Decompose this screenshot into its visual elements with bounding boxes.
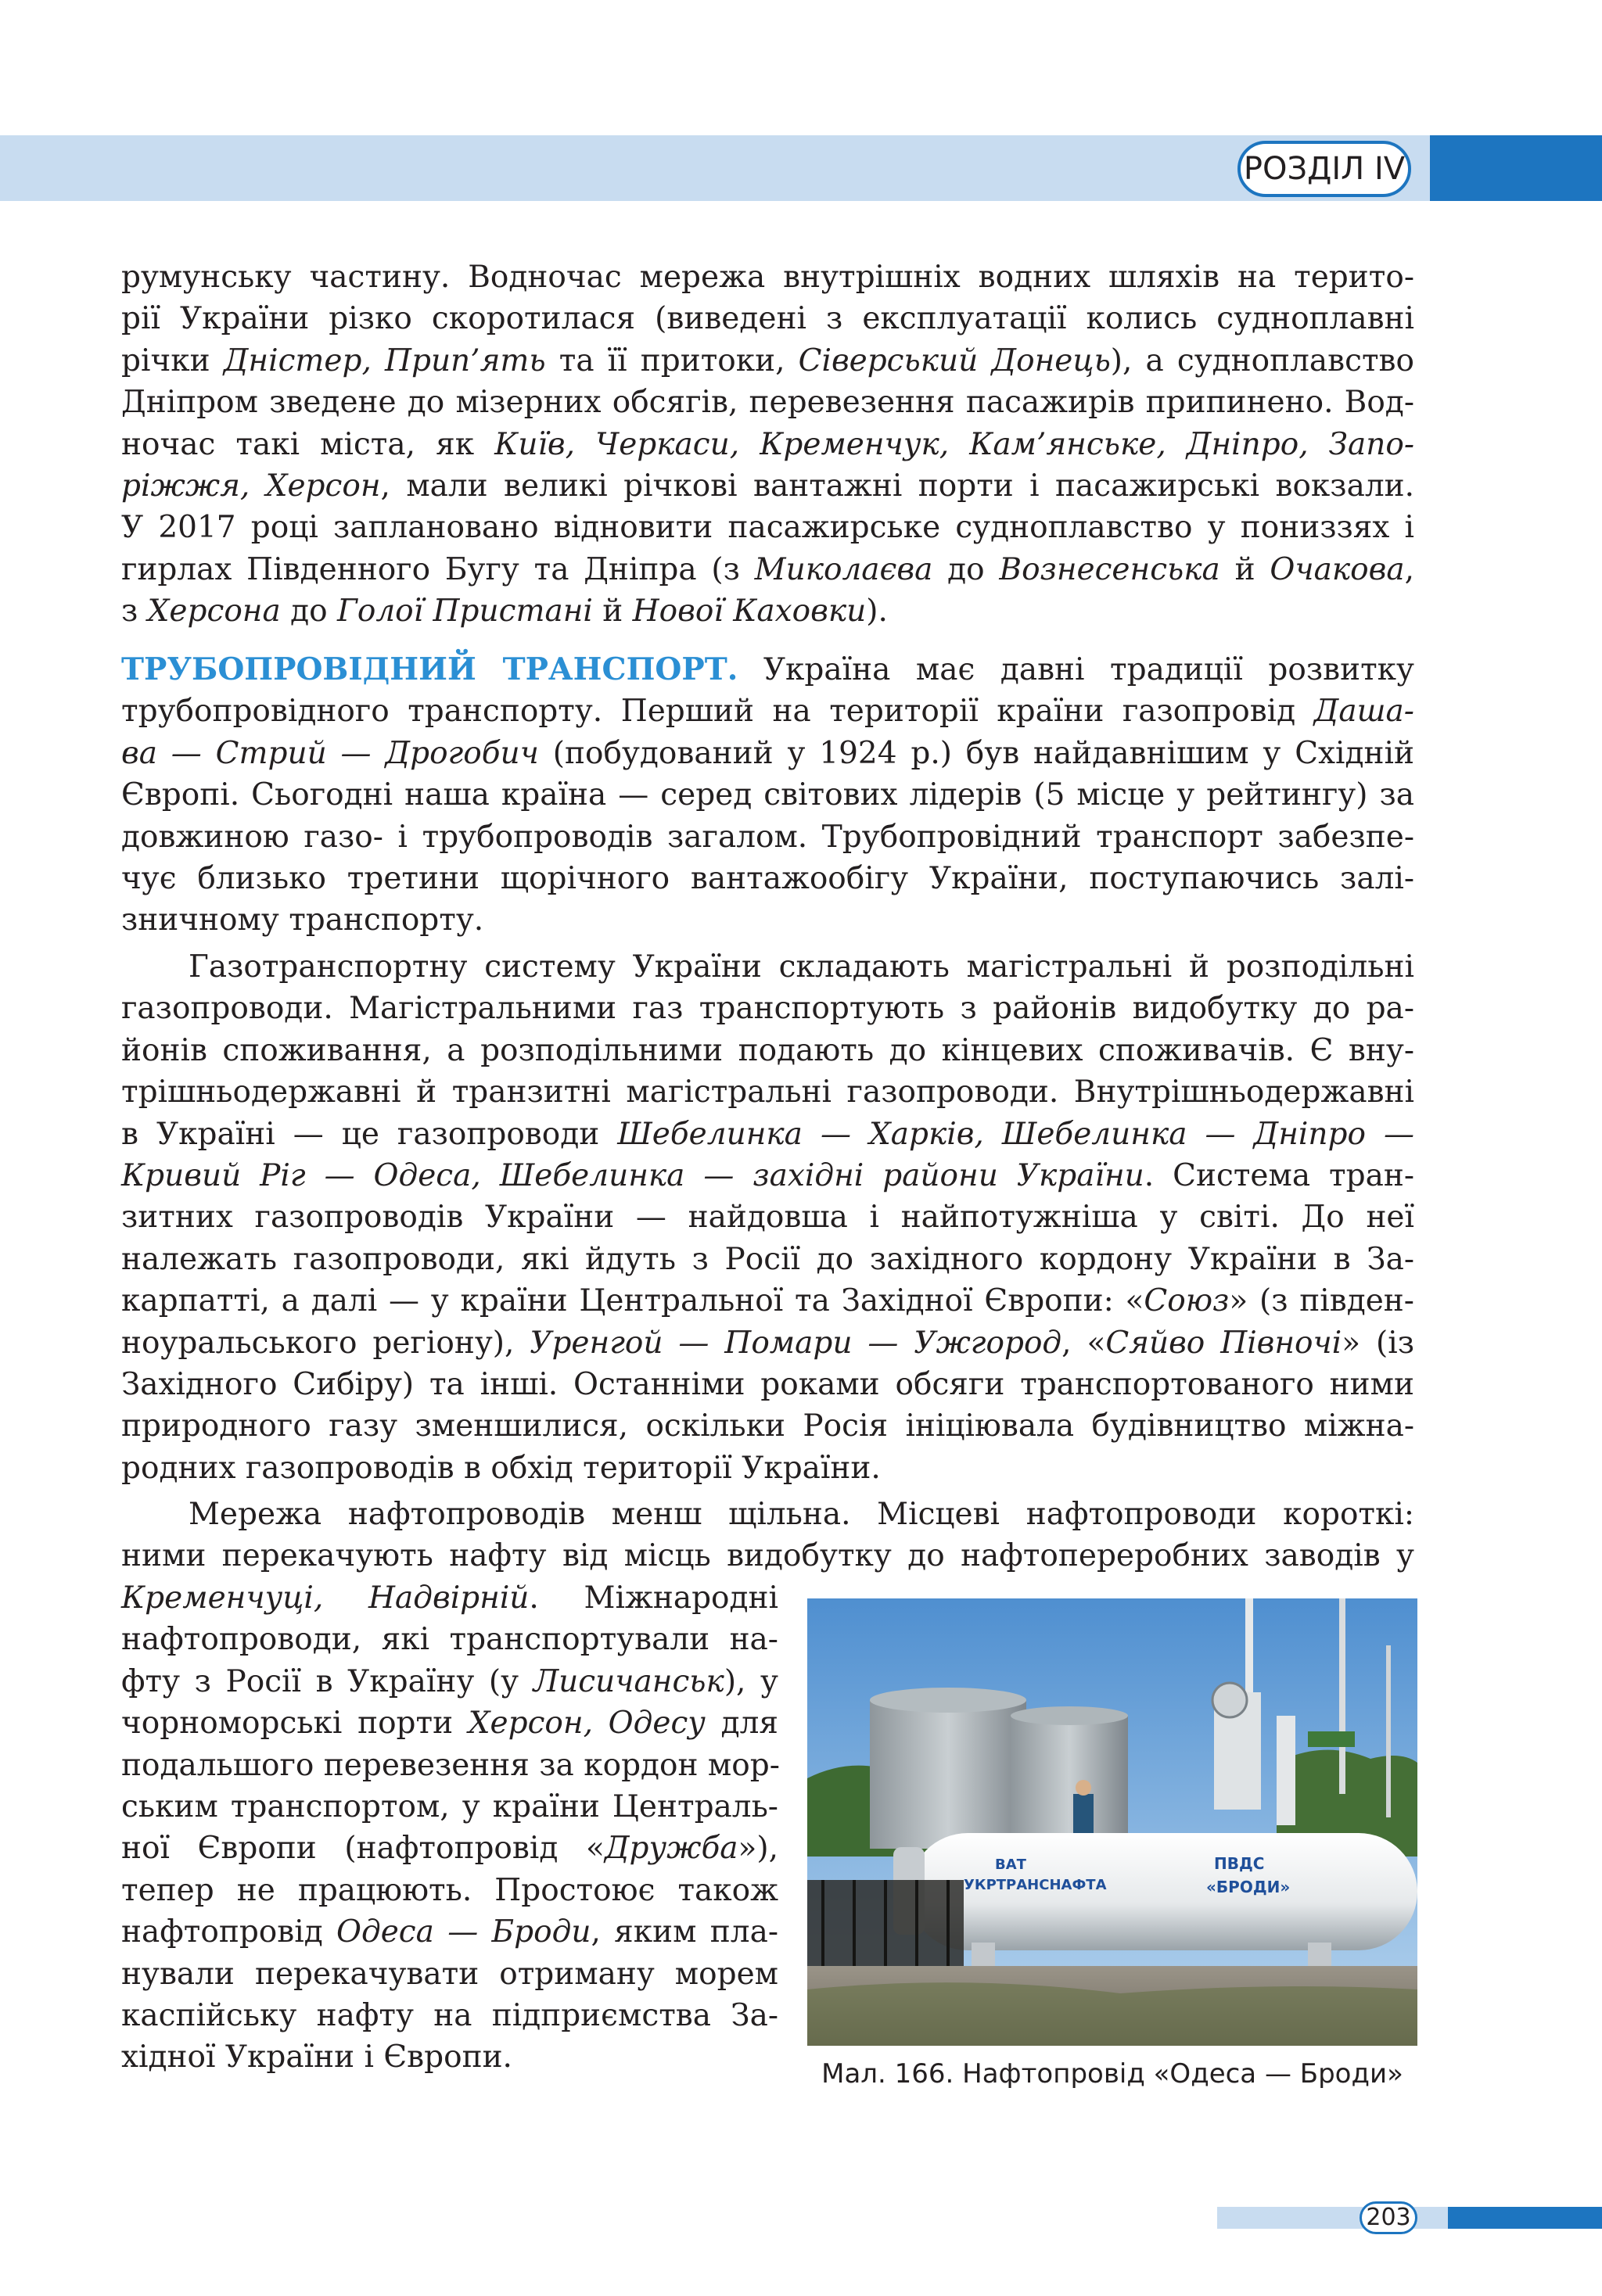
p5-line [121, 1661, 778, 1702]
p3-text-segment: Шебелинка — Харків, Шебелинка — Дніпро — [617, 1116, 1414, 1152]
p5-line [121, 1577, 778, 1619]
p4-line [121, 1535, 1414, 1577]
p5-text-segment: Херсон, Одесу [468, 1706, 706, 1742]
p5-line [121, 1619, 778, 1660]
paragraph-4-oil-pipelines [121, 1494, 1414, 1577]
p3-line [121, 946, 1414, 988]
p5-text-segment: Лисичанськ [533, 1663, 724, 1699]
p3-text-segment: належать газопроводи, які йдуть з Росії до західного кордону України в За- [121, 1241, 1414, 1277]
p1-text-segment: , [1404, 551, 1414, 587]
p2-text-segment: (побудований у 1924 р.) був найдавнішим у Східній [538, 735, 1414, 771]
p1-text-segment: рії України різко скоротилася (виведені з експлуатації колись судноплавні [121, 301, 1414, 337]
p5-text-segment: Дружба [604, 1831, 738, 1867]
p2-text-segment: ва — Стрий — Дрогобич [121, 735, 539, 771]
p3-text-segment: зитних газопроводів України — найдовша і найпотужніша у світі. До неї [121, 1200, 1414, 1236]
pipe-label-left-1: ВАТ [995, 1857, 1026, 1873]
p3-line [121, 1030, 1414, 1071]
p1-text-segment: Херсона [147, 594, 281, 630]
p5-text-segment: для [705, 1706, 778, 1742]
p3-text-segment: , « [1061, 1325, 1106, 1361]
p5-text-segment: ським транспортом, у країни Централь- [121, 1789, 778, 1825]
p2-text-segment: зничному транспорту. [121, 902, 484, 938]
p5-text-segment: подальшого перевезення за кордон мор- [121, 1747, 780, 1783]
p3-text-segment: » (з півден- [1229, 1283, 1414, 1319]
p4-text-segment: Мережа нафтопроводів менш щільна. Місцеві нафтопроводи короткі: [189, 1497, 1414, 1532]
p2-text-segment: чує близько третини щорічного вантажообігу України, поступаючись залі- [121, 861, 1414, 897]
p1-text-segment: ). [866, 594, 888, 630]
p3-text-segment: ноуральського регіону), [121, 1325, 530, 1361]
p5-line [121, 1870, 778, 1911]
p3-line [121, 1322, 1414, 1364]
p1-text-segment: Вознесенська [999, 551, 1220, 587]
p1-text-segment: річки [121, 343, 224, 378]
p2-text-segment: Україна має давні традиції розвитку [738, 652, 1414, 687]
p1-text-segment: , мали великі річкові вантажні порти і пасажирські вокзали. [380, 468, 1414, 504]
p1-line [121, 549, 1414, 590]
paragraph-1 [121, 257, 1414, 633]
p3-line [121, 1071, 1414, 1113]
p3-text-segment: карпатті, а далі — у країни Центральної та Західної Європи: « [121, 1283, 1144, 1319]
paragraph-2-pipeline-transport [121, 649, 1414, 942]
p2-text-segment: Даша- [1313, 694, 1414, 730]
p3-text-segment: . Система тран- [1144, 1158, 1415, 1194]
p5-text-segment: , яким пла- [591, 1914, 778, 1950]
p5-line [121, 1702, 778, 1744]
p3-text-segment: Газотранспортну систему України складають магістральні й розподільні [189, 949, 1414, 985]
p3-line [121, 1196, 1414, 1238]
p3-text-segment: йонів споживання, а розподільними подають до кінцевих споживачів. Є вну- [121, 1032, 1414, 1068]
p5-text-segment: ), у [724, 1663, 778, 1699]
pipe-label-left-2: УКРТРАНСНАФТА [964, 1877, 1107, 1893]
p1-text-segment: Голої Пристані [337, 594, 593, 630]
section-badge: РОЗДІЛ IV [1237, 141, 1411, 197]
p1-text-segment: румунську частину. Водночас мережа внутрішніх водних шляхів на терито- [121, 260, 1414, 295]
p3-line [121, 1280, 1414, 1322]
p1-text-segment: Очакова [1270, 551, 1405, 587]
p1-line [121, 340, 1414, 382]
p1-line [121, 590, 1414, 632]
p3-line [121, 988, 1414, 1029]
p1-text-segment: ночас такі міста, як [121, 426, 495, 462]
p1-line [121, 507, 1414, 548]
p5-text-segment: . Міжнародні [529, 1580, 778, 1616]
p5-text-segment: чорноморські порти [121, 1706, 469, 1742]
p5-text-segment: ної Європи (нафтопровід « [121, 1831, 605, 1867]
p3-line [121, 1405, 1414, 1447]
p3-line [121, 1448, 1414, 1489]
paragraph-3-gas-system [121, 946, 1414, 1489]
p5-text-segment: »), [738, 1831, 778, 1867]
p1-text-segment: та її притоки, [545, 343, 799, 378]
p1-text-segment: Дніпром зведене до мізерних обсягів, перевезення пасажирів припинено. Вод- [121, 385, 1414, 421]
p2-line [121, 899, 1414, 941]
p1-text-segment: Нової Каховки [632, 594, 867, 630]
p2-text-segment: трубопровідного транспорту. Перший на території країни газопровід [121, 694, 1314, 730]
p2-text-segment: Європі. Сьогодні наша країна — серед світових лідерів (5 місце у рейтингу) за [121, 777, 1414, 813]
figure-photo-odesa-brody-pipeline [807, 1598, 1417, 2046]
p1-text-segment: Сіверський Донець [798, 343, 1111, 378]
p3-text-segment: » (із [1342, 1325, 1415, 1361]
p5-text-segment: Одеса — Броди [336, 1914, 591, 1950]
p5-text-segment: нували перекачувати отриману морем [121, 1956, 778, 1992]
p2-line [121, 733, 1414, 774]
p5-text-segment: тепер не працюють. Простоює також [121, 1872, 778, 1908]
p2-text-segment: ТРУБОПРОВІДНИЙ ТРАНСПОРТ. [121, 651, 738, 687]
pipe-label-right-2: «БРОДИ» [1206, 1878, 1291, 1896]
paragraph-5-beside-photo [121, 1577, 778, 2079]
p1-line [121, 382, 1414, 423]
p3-text-segment: Кривий Ріг — Одеса, Шебелинка — західні райони України [121, 1158, 1144, 1194]
p1-text-segment: до [932, 551, 1000, 587]
figure-caption: Мал. 166. Нафтопровід «Одеса — Броди» [821, 2058, 1403, 2090]
p1-line [121, 298, 1414, 339]
p5-line [121, 1745, 778, 1786]
p1-text-segment: ріжжя, Херсон [121, 468, 381, 504]
p2-line [121, 649, 1414, 691]
p2-text-segment: довжиною газо- і трубопроводів загалом. Трубопровідний транспорт забезпе- [121, 819, 1414, 855]
p3-line [121, 1114, 1414, 1155]
page-number: 203 [1360, 2201, 1417, 2234]
p3-text-segment: Уренгой — Помари — Ужгород [530, 1325, 1062, 1361]
p1-text-segment: до [280, 594, 338, 630]
p1-text-segment: Дністер, Прип’ять [223, 343, 546, 378]
p3-text-segment: Західного Сибіру) та інші. Останніми роками обсяги транспортованого ними [121, 1367, 1414, 1403]
p4-line [121, 1494, 1414, 1535]
p3-line [121, 1239, 1414, 1280]
p1-line [121, 424, 1414, 465]
p4-text-segment: ними перекачують нафту від місць видобутку до нафтопереробних заводів у [121, 1538, 1414, 1574]
p1-text-segment: гирлах Південного Бугу та Дніпра (з [121, 551, 755, 587]
p3-line [121, 1364, 1414, 1405]
pipe-label-right-1: ПВДС [1214, 1854, 1265, 1873]
p5-text-segment: каспійську нафту на підприємства За- [121, 1998, 778, 2034]
p1-text-segment: У 2017 році заплановано відновити пасажирське судноплавство у пониззях і [121, 510, 1414, 546]
p2-line [121, 858, 1414, 899]
p3-text-segment: природного газу зменшилися, оскільки Росія ініціювала будівництво міжна- [121, 1408, 1414, 1444]
p5-line [121, 1828, 778, 1869]
p3-text-segment: Союз [1144, 1283, 1230, 1319]
p5-text-segment: нафтопровід [121, 1914, 337, 1950]
p5-line [121, 1953, 778, 1995]
p1-line [121, 465, 1414, 507]
p3-text-segment: в Україні — це газопроводи [121, 1116, 618, 1152]
p5-text-segment: Кременчуці, Надвірній [121, 1580, 530, 1616]
p2-line [121, 691, 1414, 732]
p5-line [121, 2036, 778, 2078]
p5-text-segment: хідної України і Європи. [121, 2039, 512, 2075]
p3-text-segment: Сяйво Півночі [1105, 1325, 1342, 1361]
p5-line [121, 1995, 778, 2036]
p1-text-segment: ), а судноплавство [1110, 343, 1414, 378]
p2-line [121, 774, 1414, 816]
p1-text-segment: Київ, Черкаси, Кременчук, Кам’янське, Дніпро, Запо- [494, 426, 1414, 462]
p1-text-segment: й [592, 594, 633, 630]
p3-line [121, 1155, 1414, 1196]
p1-text-segment: з [121, 594, 148, 630]
header-band-accent [1430, 135, 1602, 201]
p1-text-segment: Миколаєва [754, 551, 933, 587]
p5-text-segment: фту з Росії в Україну (у [121, 1663, 533, 1699]
p3-text-segment: газопроводи. Магістральними газ транспортують з районів видобутку до ра- [121, 991, 1414, 1027]
p3-text-segment: трішньодержавні й транзитні магістральні газопроводи. Внутрішньодержавні [121, 1074, 1414, 1110]
p5-line [121, 1786, 778, 1828]
p1-text-segment: й [1219, 551, 1270, 587]
p3-text-segment: родних газопроводів в обхід території України. [121, 1450, 881, 1486]
p5-line [121, 1911, 778, 1953]
p5-text-segment: нафтопроводи, які транспортували на- [121, 1622, 778, 1658]
p1-line [121, 257, 1414, 298]
pipeline-photo-illustration [807, 1598, 1417, 2046]
p2-line [121, 816, 1414, 858]
